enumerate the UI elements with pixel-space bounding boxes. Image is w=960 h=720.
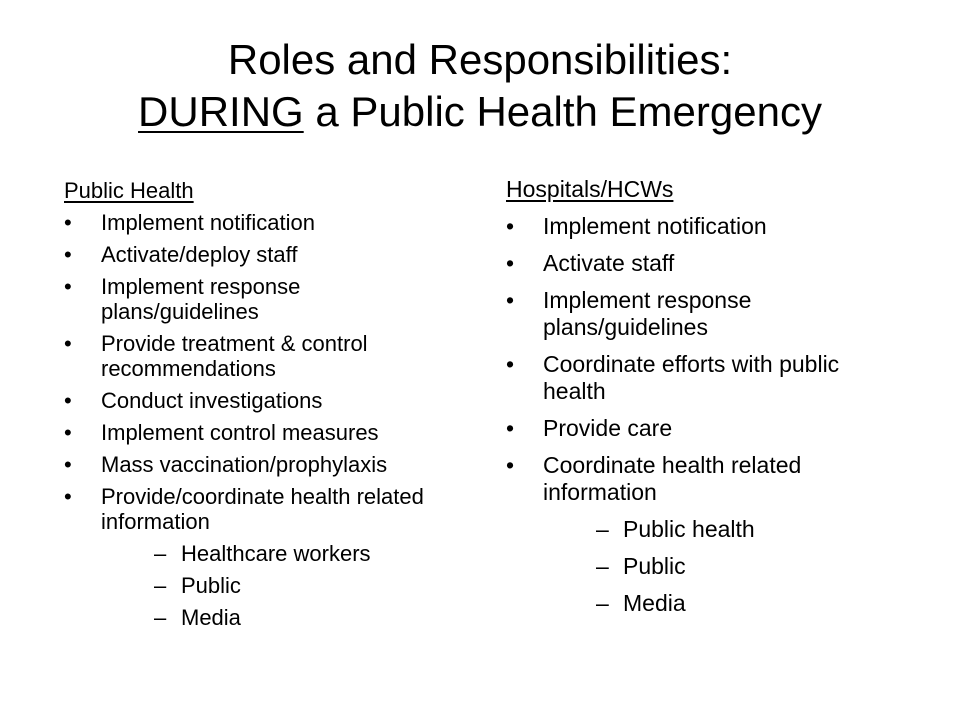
title-line-1: Roles and Responsibilities:: [227, 36, 733, 83]
sub-list-item-text: Healthcare workers: [181, 541, 371, 566]
list-item-text: Activate/deploy staff: [101, 242, 298, 267]
bullet-icon: •: [506, 351, 515, 377]
list-item-text: Provide/coordinate health related information: [101, 484, 424, 534]
list-item-text: Implement notification: [543, 213, 767, 239]
sub-list-item-text: Public: [181, 573, 241, 598]
list-item: [506, 287, 906, 341]
sub-list-item-text: Public health: [623, 516, 755, 542]
list-item: [64, 484, 464, 630]
sub-list: [543, 516, 906, 617]
sub-list-item: [101, 541, 464, 566]
list-item: [506, 452, 906, 617]
sub-list-item: [543, 516, 906, 543]
bullet-icon: •: [64, 242, 72, 267]
list-item: [64, 452, 464, 477]
list-item-text: Conduct investigations: [101, 388, 323, 413]
bullet-list: [64, 210, 464, 630]
list-item: [64, 388, 464, 413]
column-heading: Public Health: [64, 178, 194, 203]
bullet-icon: •: [506, 287, 515, 313]
list-item-text: Implement notification: [101, 210, 315, 235]
bullet-icon: •: [64, 484, 72, 509]
list-item-text: Implement response plans/guidelines: [101, 274, 301, 324]
list-item-text: Activate staff: [543, 250, 675, 276]
list-item: [506, 415, 906, 442]
bullet-icon: •: [506, 213, 515, 239]
bullet-icon: •: [64, 388, 72, 413]
bullet-icon: •: [64, 331, 72, 356]
bullet-icon: •: [64, 210, 72, 235]
list-item-text: Provide treatment & control recommendations: [101, 331, 368, 381]
title-line-2-rest: a Public Health Emergency: [303, 88, 822, 135]
list-item: [64, 420, 464, 445]
bullet-list: [506, 213, 906, 617]
list-item: [506, 213, 906, 240]
bullet-icon: •: [64, 452, 72, 477]
column-heading: Hospitals/HCWs: [506, 176, 674, 202]
list-item-text: Coordinate health related information: [543, 452, 802, 505]
dash-icon: –: [596, 590, 609, 616]
list-item: [506, 351, 906, 405]
sub-list-item: [101, 573, 464, 598]
dash-icon: –: [154, 541, 167, 566]
list-item-text: Mass vaccination/prophylaxis: [101, 452, 388, 477]
sub-list-item-text: Public: [623, 553, 686, 579]
bullet-icon: •: [506, 452, 515, 478]
list-item: [64, 274, 464, 324]
list-item: [64, 210, 464, 235]
sub-list-item: [543, 590, 906, 617]
list-item: [506, 250, 906, 277]
sub-list-item-text: Media: [181, 605, 241, 630]
sub-list-item: [543, 553, 906, 580]
list-item-text: Provide care: [543, 415, 673, 441]
list-item-text: Implement response plans/guidelines: [543, 287, 752, 340]
slide-title: [40, 34, 920, 138]
list-item-text: Implement control measures: [101, 420, 379, 445]
sub-list: [101, 541, 464, 630]
bullet-icon: •: [506, 415, 515, 441]
sub-list-item-text: Media: [623, 590, 686, 616]
title-line-2: [40, 86, 920, 138]
bullet-icon: •: [64, 274, 72, 299]
list-item-text: Coordinate efforts with public health: [543, 351, 840, 404]
list-item: [64, 242, 464, 267]
title-emphasis: DURING: [138, 88, 304, 135]
sub-list-item: [101, 605, 464, 630]
dash-icon: –: [596, 516, 609, 542]
bullet-icon: •: [64, 420, 72, 445]
public-health-column: [64, 178, 464, 630]
dash-icon: –: [154, 573, 167, 598]
dash-icon: –: [154, 605, 167, 630]
hospitals-hcws-column: [506, 176, 906, 617]
bullet-icon: •: [506, 250, 515, 276]
list-item: [64, 331, 464, 381]
dash-icon: –: [596, 553, 609, 579]
